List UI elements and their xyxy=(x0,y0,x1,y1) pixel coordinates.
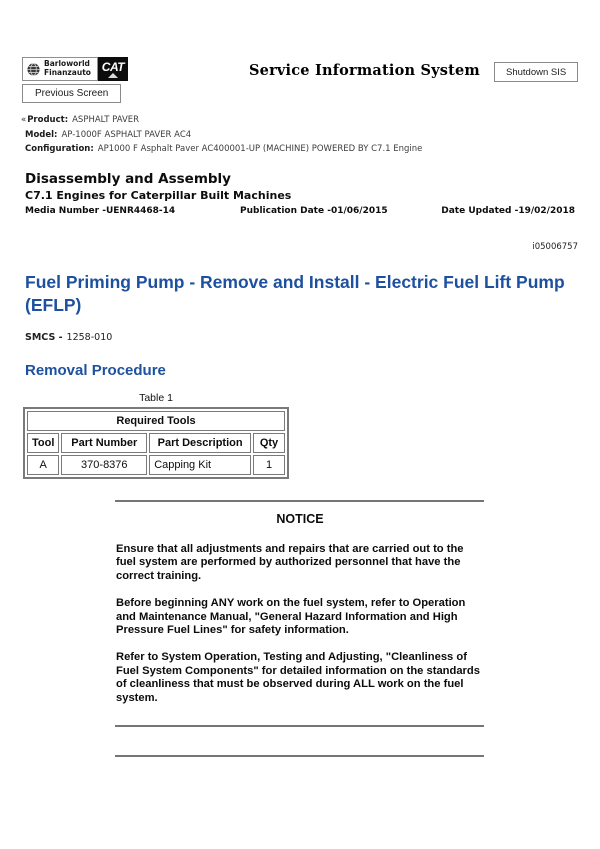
removal-procedure-heading: Removal Procedure xyxy=(25,362,166,379)
media-info-row xyxy=(0,206,600,220)
table-header-row xyxy=(27,433,285,453)
product-value: ASPHALT PAVER xyxy=(72,115,140,125)
notice-paragraph: Before beginning ANY work on the fuel system, refer to Operation and Maintenance Manual, "General Hazard Information and High Pressure Fuel Lines" for safety information. xyxy=(116,597,466,637)
back-marker-icon: « xyxy=(21,115,27,125)
article-title: Fuel Priming Pump - Remove and Install - Electric Fuel Lift Pump (EFLP) xyxy=(25,272,565,315)
col-header-tool: Tool xyxy=(27,433,59,453)
cat-logo-text: CAT xyxy=(101,60,125,74)
model-label: Model: xyxy=(25,129,58,140)
manual-section-title: Disassembly and Assembly xyxy=(25,171,231,187)
manual-section-subtitle: C7.1 Engines for Caterpillar Built Machines xyxy=(25,189,292,202)
required-tools-table-wrap xyxy=(23,392,289,479)
cell-qty: 1 xyxy=(253,455,285,475)
smcs-row xyxy=(25,332,112,343)
media-number: Media Number -UENR4468-14 xyxy=(25,206,176,216)
dealer-logo xyxy=(22,57,128,81)
product-label: Product: xyxy=(27,115,69,125)
cat-triangle-icon xyxy=(108,73,118,78)
notice-paragraph: Ensure that all adjustments and repairs that are carried out to the fuel system are performed by authorized personnel that have the correct training. xyxy=(116,543,464,582)
cell-part-number: 370-8376 xyxy=(61,455,147,475)
document-id: i05006757 xyxy=(532,242,578,252)
notice-paragraph: Refer to System Operation, Testing and Adjusting, "Cleanliness of Fuel System Components" for detailed information on the standards of cleanliness that must be observed during ALL work on the fuel system. xyxy=(116,651,480,704)
required-tools-table xyxy=(23,407,289,479)
smcs-label: SMCS - xyxy=(25,332,63,343)
section-divider xyxy=(115,755,484,757)
barloworld-logo xyxy=(22,57,98,81)
configuration-value: AP1000 F Asphalt Paver AC400001-UP (MACHINE) POWERED BY C7.1 Engine xyxy=(97,144,423,154)
date-updated: Date Updated -19/02/2018 xyxy=(441,206,575,216)
col-header-qty: Qty xyxy=(253,433,285,453)
configuration-row xyxy=(21,142,422,157)
table-title: Required Tools xyxy=(27,411,285,431)
cat-logo xyxy=(98,57,128,81)
table-caption: Table 1 xyxy=(139,392,173,404)
previous-screen-button[interactable]: Previous Screen xyxy=(22,84,121,103)
cell-part-description: Capping Kit xyxy=(149,455,251,475)
brand-name: Barloworld Finanzauto xyxy=(44,59,91,77)
publication-date: Publication Date -01/06/2015 xyxy=(240,206,388,216)
product-info xyxy=(21,113,422,157)
notice-section xyxy=(115,500,484,757)
smcs-value: 1258-010 xyxy=(66,332,113,343)
configuration-label: Configuration: xyxy=(25,144,94,154)
col-header-part-number: Part Number xyxy=(61,433,147,453)
col-header-part-description: Part Description xyxy=(149,433,251,453)
notice-title: NOTICE xyxy=(276,512,324,526)
globe-icon xyxy=(27,63,40,76)
model-row xyxy=(21,128,422,143)
app-title: Service Information System xyxy=(249,62,480,79)
cell-tool: A xyxy=(27,455,59,475)
table-row xyxy=(27,455,285,475)
model-value: AP-1000F ASPHALT PAVER AC4 xyxy=(61,129,192,140)
product-row xyxy=(21,113,422,128)
table-title-row xyxy=(27,411,285,431)
notice-box xyxy=(115,500,484,727)
shutdown-sis-button[interactable]: Shutdown SIS xyxy=(494,62,578,82)
